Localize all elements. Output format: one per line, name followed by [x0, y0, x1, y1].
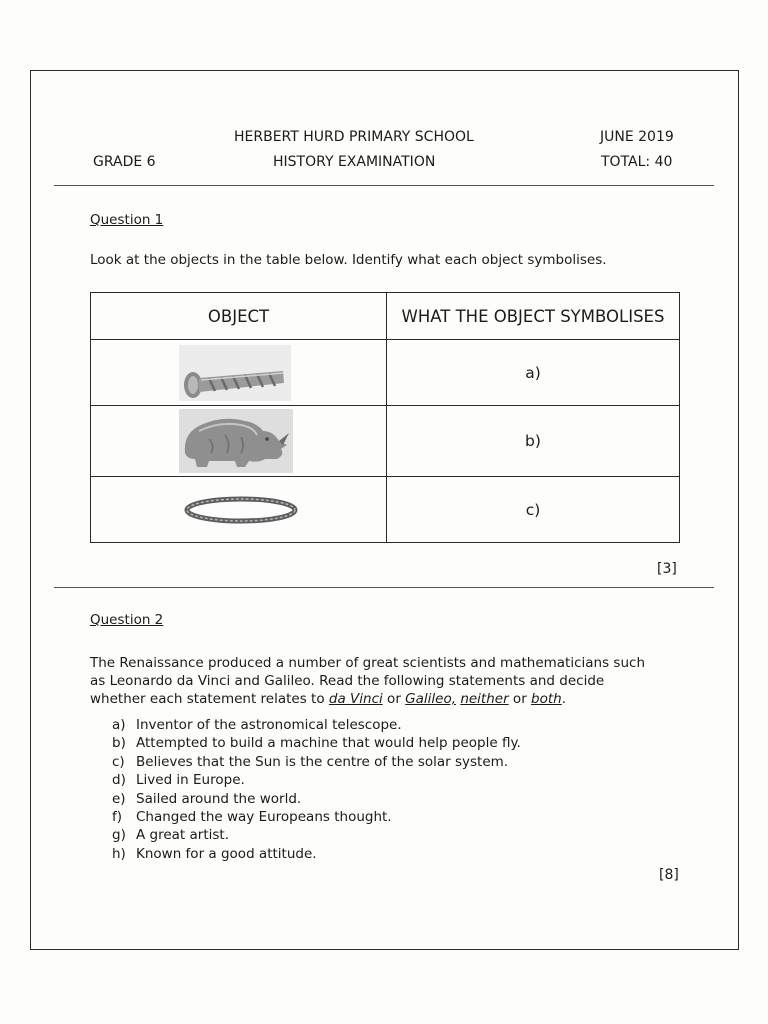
question2-title: Question 2 [90, 612, 164, 628]
table-row [91, 340, 680, 406]
statement-text: Believes that the Sun is the centre of the solar system. [136, 753, 509, 770]
question1-title: Question 1 [90, 212, 164, 228]
period-text: . [561, 691, 567, 707]
intro-line-3-text: whether each statement relates to [90, 691, 329, 707]
answer-cell-b: b) [387, 406, 680, 477]
object-cell [91, 406, 387, 477]
table-header-row [91, 293, 680, 340]
exam-date: JUNE 2019 [600, 129, 674, 145]
gold-bangle-image [183, 495, 301, 525]
option-neither: neither [460, 691, 509, 707]
intro-line-1: The Renaissance produced a number of great scientists and mathematicians such [90, 655, 645, 671]
statement-label: a) [112, 717, 126, 733]
table-row [91, 406, 680, 477]
exam-total: TOTAL: 40 [601, 154, 673, 170]
statement-text: Attempted to build a machine that would help people fly. [136, 735, 521, 752]
statement-label: e) [112, 790, 126, 807]
question-divider [54, 587, 714, 588]
list-item [112, 716, 521, 734]
question1-marks: [3] [657, 561, 677, 577]
list-item [112, 808, 521, 826]
header-symbolises: WHAT THE OBJECT SYMBOLISES [387, 293, 680, 340]
intro-line-3 [90, 690, 645, 708]
answer-cell-c: c) [387, 477, 680, 543]
list-item [112, 734, 521, 752]
or-text: or [382, 691, 406, 707]
option-both: both [531, 691, 562, 707]
statement-text: Inventor of the astronomical telescope. [136, 717, 402, 733]
statement-text: A great artist. [136, 827, 229, 844]
objects-table [90, 292, 680, 543]
option-galileo: Galileo, [405, 691, 457, 707]
statement-text: Sailed around the world. [136, 790, 302, 807]
object-cell [91, 477, 387, 543]
list-item [112, 753, 521, 771]
statement-text: Lived in Europe. [136, 772, 245, 789]
question1-instruction: Look at the objects in the table below. Identify what each object symbolises. [90, 252, 607, 268]
or-text: or [508, 691, 532, 707]
table-row [91, 477, 680, 543]
list-item [112, 845, 521, 863]
question2-intro [90, 654, 645, 708]
list-item [112, 826, 521, 844]
grade-label: GRADE 6 [93, 154, 156, 170]
statement-label: c) [112, 753, 125, 770]
statement-list [112, 716, 521, 863]
answer-cell-a: a) [387, 340, 680, 406]
golden-rhino-image [179, 409, 293, 473]
statement-text: Changed the way Europeans thought. [136, 809, 392, 826]
list-item [112, 790, 521, 808]
statement-text: Known for a good attitude. [136, 845, 317, 862]
exam-subject: HISTORY EXAMINATION [273, 154, 436, 170]
statement-label: g) [112, 827, 126, 844]
statement-label: h) [112, 845, 126, 862]
header-object: OBJECT [91, 293, 387, 340]
intro-line-2: as Leonardo da Vinci and Galileo. Read the following statements and decide [90, 673, 605, 689]
statement-label: d) [112, 772, 126, 789]
statement-label: f) [112, 809, 123, 826]
object-cell [91, 340, 387, 406]
list-item [112, 771, 521, 789]
option-da-vinci: da Vinci [328, 691, 383, 707]
statement-label: b) [112, 735, 126, 752]
golden-sceptre-image [179, 345, 291, 401]
question2-marks: [8] [659, 867, 679, 883]
school-name: HERBERT HURD PRIMARY SCHOOL [234, 129, 474, 145]
header-divider [54, 185, 714, 186]
